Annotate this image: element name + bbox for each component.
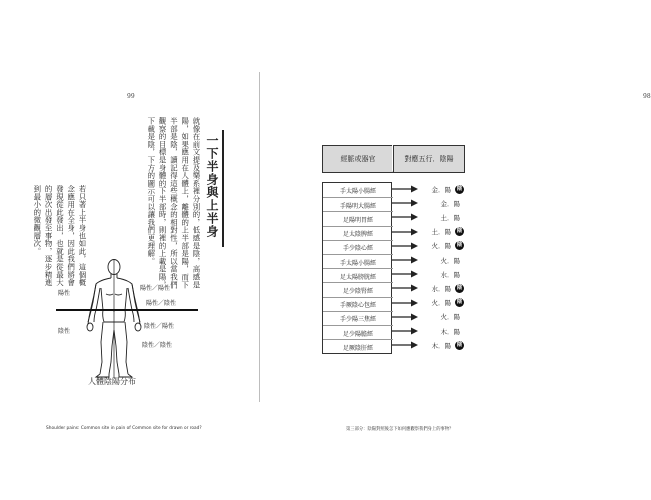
element-cell [418, 324, 464, 338]
yin-badge-icon: 陰 [456, 299, 463, 306]
left-footer: Shoulder pains: Common site in pain of Common site for drawn or road? [46, 426, 202, 431]
yin-badge-icon: 陰 [456, 284, 463, 291]
element-text: 火．陽 [440, 256, 460, 265]
upper-pair-2-label: 陽性／陰性 [146, 300, 177, 307]
element-cell [418, 338, 464, 352]
arrow-icon [392, 255, 418, 265]
element-text: 金．陽 [431, 185, 451, 194]
arrow-icon [392, 241, 418, 251]
element-text: 木．陽 [431, 341, 451, 350]
section-title: 一下半身與上半身 [205, 134, 219, 238]
organ-cell: 足少陽膽經 [323, 325, 393, 340]
element-text: 水．陽 [440, 270, 460, 279]
paragraph-1: 就像在前文提及樂系裡分別的，低感是陰，高感是陽，如果應用在人體上，離體的上半部是陽，而下半部是陰，讀記得這些概念的相對性，所以當我們觀察的目標是身體的下半部時，則裡的上載是陽，下載是陰，下方的圖示可以讓我們更理解。 [146, 117, 201, 289]
arrow-icon [392, 283, 418, 293]
element-text: 火．陽 [440, 313, 460, 322]
paragraph-2: 若只著上半身也如此，這個概念應用在全身，因此我們將會發現從此發出，也就是從最大的層次出發至事物，逐步精進到最小的微觀層次。 [32, 185, 87, 287]
element-cell [418, 182, 464, 196]
header-organ: 經脈或器官 [322, 145, 394, 173]
arrow-icon [392, 312, 418, 322]
human-body-illustration [38, 250, 218, 380]
organ-cell: 足太陽膀胱經 [323, 268, 393, 283]
left-page [0, 0, 260, 500]
organ-cell: 手陽明大腸經 [323, 197, 393, 212]
element-cell [418, 196, 464, 210]
yang-side-label: 陽性 [58, 290, 71, 297]
lower-pair-1-label: 陰性／陽性 [144, 323, 175, 330]
right-footer: 第三部分：陰陽對照後怎下如何應觀察我們身上的事物？ [346, 427, 454, 432]
arrow-icon [392, 298, 418, 308]
element-text: 木．陽 [440, 327, 460, 336]
arrow-icon [392, 340, 418, 350]
arrow-icon [392, 198, 418, 208]
page-number: 99 [127, 93, 135, 100]
organ-cell: 手少陽三焦經 [323, 311, 393, 326]
element-text: 金．陽 [440, 199, 460, 208]
element-cell [418, 310, 464, 324]
arrow-icon [392, 184, 418, 194]
figure-caption: 人體陰陽分布 [88, 377, 136, 386]
header-element: 對應五行．陰陽 [393, 145, 465, 173]
element-cell [418, 239, 464, 253]
organ-cell: 手太陽小腸經 [323, 254, 393, 269]
yin-badge-icon: 陰 [456, 228, 463, 235]
element-cell [418, 281, 464, 295]
organ-cell: 足少陰腎經 [323, 282, 393, 297]
arrow-icon [392, 227, 418, 237]
yin-badge-icon: 陰 [456, 242, 463, 249]
organ-column [322, 182, 392, 354]
element-text: 火．陽 [431, 299, 451, 308]
lower-pair-2-label: 陰性／陰性 [142, 342, 173, 349]
upper-pair-1-label: 陽性／陽性 [140, 285, 171, 292]
yin-badge-icon: 陰 [456, 341, 463, 348]
page-number: 98 [643, 93, 651, 100]
organ-cell: 足陽明胃經 [323, 211, 393, 226]
yin-badge-icon: 陰 [456, 185, 463, 192]
element-cell [418, 267, 464, 281]
element-cell [418, 296, 464, 310]
element-text: 水．陽 [431, 284, 451, 293]
element-cell [418, 225, 464, 239]
element-cell [418, 210, 464, 224]
arrow-icon [392, 269, 418, 279]
title-rule [222, 130, 224, 247]
organ-cell: 足厥陰肝經 [323, 339, 393, 354]
organ-cell: 手少陰心經 [323, 240, 393, 255]
element-cell [418, 253, 464, 267]
element-text: 土．陽 [440, 213, 460, 222]
organ-cell: 足太陰脾經 [323, 226, 393, 241]
organ-cell: 手太陽小腸經 [339, 187, 376, 195]
arrow-icon [392, 212, 418, 222]
organ-cell: 手厥陰心包經 [323, 297, 393, 312]
arrow-icon [392, 326, 418, 336]
element-text: 火．陽 [431, 242, 451, 251]
element-text: 土．陽 [431, 228, 451, 237]
yin-side-label: 陰性 [58, 328, 71, 335]
